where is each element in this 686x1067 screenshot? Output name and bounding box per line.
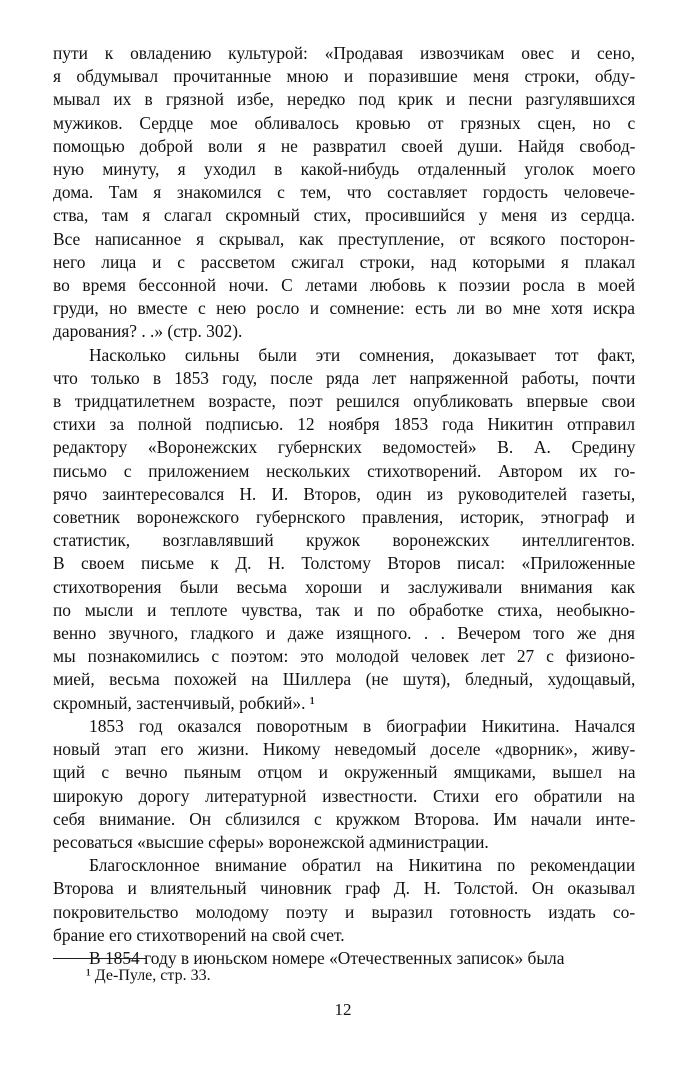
text-line: мужиков. Сердце мое обливалось кровью от грязных сцен, но с	[53, 112, 636, 133]
text-line: дома. Там я знакомился с тем, что составляет гордость человече-	[53, 182, 635, 203]
text-line: мы познакомились с поэтом: это молодой человек лет 27 с физионо-	[53, 646, 636, 667]
text-line: в тридцатилетнем возрасте, поэт решился опубликовать впервые свои	[53, 391, 636, 412]
text-line: ную минуту, я уходил в какой-нибудь отдаленный уголок моего	[53, 159, 636, 180]
text-line: ства, там я слагал скромный стих, просившийся у меня из сердца.	[53, 205, 635, 226]
text-line: письмо с приложением нескольких стихотворений. Автором их го-	[53, 460, 636, 481]
text-line: я обдумывал прочитанные мною и поразившие меня строки, обду-	[53, 66, 636, 87]
text-line: щий с вечно пьяным отцом и окруженный ямщиками, вышел на	[53, 762, 636, 783]
text-line: ресоваться «высшие сферы» воронежской администрации.	[53, 831, 489, 852]
text-line: советник воронежского губернского правления, историк, этнограф и	[53, 507, 635, 528]
text-line: В своем письме к Д. Н. Толстому Второв писал: «Приложенные	[53, 553, 636, 574]
text-line: Насколько сильны были эти сомнения, доказывает тот факт,	[89, 344, 636, 365]
text-line: Благосклонное внимание обратил на Никитина по рекомендации	[89, 855, 636, 876]
text-line: широкую дорогу литературной известности. Стихи его обратили на	[53, 785, 635, 806]
text-line: мией, весьма похожей на Шиллера (не шутя), бледный, худощавый,	[53, 669, 636, 690]
text-line: что только в 1853 году, после ряда лет напряженной работы, почти	[53, 367, 636, 388]
footnote-divider	[53, 958, 147, 959]
text-line: новый этап его жизни. Никому неведомый доселе «дворник», живу-	[53, 739, 636, 760]
text-line: Все написанное я скрывал, как преступление, от всякого посторон-	[53, 228, 635, 249]
footnote: ¹ Де-Пуле, стр. 33.	[86, 967, 211, 984]
text-line: покровительство молодому поэту и выразил готовность издать со-	[53, 901, 636, 922]
text-line: дарования? . .» (стр. 302).	[53, 321, 243, 342]
text-line: венно звучного, гладкого и даже изящного. . . Вечером того же дня	[53, 623, 635, 644]
text-line: себя внимание. Он сблизился с кружком Второва. Им начали инте-	[53, 808, 636, 829]
text-line: 1853 год оказался поворотным в биографии Никитина. Начался	[89, 715, 636, 736]
text-line: по мысли и теплоте чувства, так и по обработке стиха, необыкно-	[53, 599, 635, 620]
text-line: В 1854 году в июньском номере «Отечественных записок» была	[89, 947, 565, 968]
text-line: стихи за полной подписью. 12 ноября 1853 года Никитин отправил	[53, 414, 635, 435]
page-body	[53, 42, 635, 970]
text-line: брание его стихотворений на свой счет.	[53, 924, 345, 945]
text-line: редактору «Воронежских губернских ведомостей» В. А. Средину	[53, 437, 636, 458]
text-line: груди, но вместе с нею росло и сомнение: есть ли во мне хотя искра	[53, 298, 635, 319]
text-line: стихотворения были весьма хороши и заслуживали внимания как	[53, 576, 636, 597]
paragraph	[53, 715, 635, 854]
text-line: рячо заинтересовался Н. И. Второв, один из руководителей газеты,	[53, 483, 636, 504]
text-line: помощью доброй воли я не развратил своей души. Найдя свобод-	[53, 135, 636, 156]
paragraph	[53, 42, 635, 344]
paragraph	[53, 344, 635, 715]
text-line: во время бессонной ночи. С летами любовь к поэзии росла в моей	[53, 275, 635, 296]
page-number: 12	[334, 1000, 352, 1019]
text-line: Второва и влиятельный чиновник граф Д. Н. Толстой. Он оказывал	[53, 878, 636, 899]
paragraph	[53, 854, 635, 947]
text-line: скромный, застенчивый, робкий». ¹	[53, 692, 316, 713]
text-line: статистик, возглавлявший кружок воронежских интеллигентов.	[53, 530, 636, 551]
text-line: пути к овладению культурой: «Продавая извозчикам овес и сено,	[53, 43, 635, 63]
text-line: него лица и с рассветом сжигал строки, над которыми я плакал	[53, 251, 636, 272]
text-line: мывал их в грязной избе, нередко под крик и песни разгулявшихся	[53, 89, 636, 110]
